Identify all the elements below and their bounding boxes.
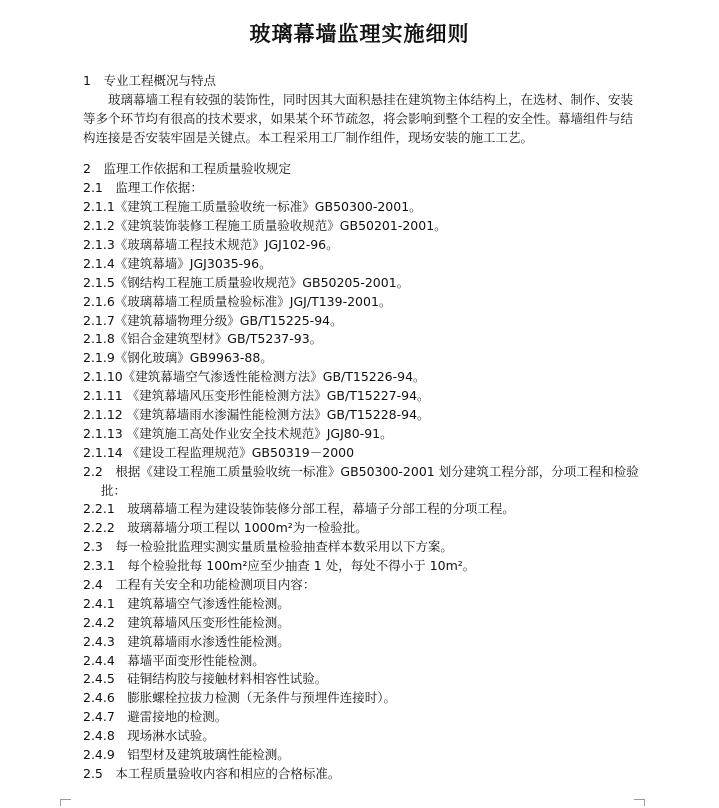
list-item: 2.1.1《建筑工程施工质量验收统一标准》GB50300-2001。: [83, 199, 422, 215]
list-item: 2.3.1 每个检验批每 100m²应至少抽查 1 处，每处不得小于 10m²。: [83, 558, 476, 574]
list-item: 2.4.9 铝型材及建筑玻璃性能检测。: [83, 747, 290, 763]
document-body: [83, 72, 643, 784]
list-item: 2.1.8《铝合金建筑型材》GB/T5237-93。: [83, 331, 323, 347]
list-item: 2.5 本工程质量验收内容和相应的合格标准。: [83, 765, 341, 781]
list-item: 2.4.8 现场淋水试验。: [83, 728, 215, 744]
list-item: 2.4.4 幕墙平面变形性能检测。: [83, 652, 265, 668]
list-item: 2.1.3《玻璃幕墙工程技术规范》JGJ102-96。: [83, 236, 339, 252]
list-item: 2.1.9《钢化玻璃》GB9963-88。: [83, 350, 273, 366]
list-item: 2.4.6 膨胀螺栓拉拔力检测（无条件与预埋件连接时）。: [83, 690, 397, 706]
list-item: 2.1.12 《建筑幕墙雨水渗漏性能检测方法》GB/T15228-94。: [83, 406, 430, 422]
document-title: 玻璃幕墙监理实施细则: [249, 21, 470, 46]
section-1-paragraph: 玻璃幕墙工程有较强的装饰性，同时因其大面积悬挂在建筑物主体结构上，在选材、制作、安装等多个环节均有很高的技术要求，如果某个环节疏忽，将会影响到整个工程的安全性。幕墙组件与结构连接是否安装牢固是关键点。本工程采用工厂制作组件，现场安装的施工工艺。: [83, 91, 634, 145]
list-item: 2.1.11 《建筑幕墙风压变形性能检测方法》GB/T15227-94。: [83, 388, 430, 404]
list-item: 2.1.10《建筑幕墙空气渗透性能检测方法》GB/T15226-94。: [83, 369, 426, 385]
list-item: 2.1.6《玻璃幕墙工程质量检验标准》JGJ/T139-2001。: [83, 293, 392, 309]
list-item: 2.1.4《建筑幕墙》JGJ3035-96。: [83, 255, 272, 271]
paragraph-spacer: [83, 148, 643, 161]
list-item: 2.1.7《建筑幕墙物理分级》GB/T15225-94。: [83, 312, 343, 328]
list-item: 2.3 每一检验批监理实测实量质量检验抽查样本数采用以下方案。: [83, 539, 453, 555]
list-item: 2.4.1 建筑幕墙空气渗透性能检测。: [83, 595, 290, 611]
list-item: 2.1.13 《建筑施工高处作业安全技术规范》JGJ80-91。: [83, 425, 393, 441]
list-item: 2.4.3 建筑幕墙雨水渗透性能检测。: [83, 633, 290, 649]
list-item: 2.4.5 硅铜结构胶与接触材料相容性试验。: [83, 671, 328, 687]
section-1-heading: 1 专业工程概况与特点: [83, 73, 216, 88]
list-item: 2.1.5《钢结构工程施工质量验收规范》GB50205-2001。: [83, 274, 410, 290]
list-item-2-2: 2.2 根据《建设工程施工质量验收统一标准》GB50300-2001 划分建筑工程分部，分项工程和检验批：: [83, 463, 639, 498]
list-item: 2.2.1 玻璃幕墙工程为建设装饰装修分部工程，幕墙子分部工程的分项工程。: [83, 501, 515, 517]
list-item: 2.4.2 建筑幕墙风压变形性能检测。: [83, 614, 290, 630]
page-corner-mark-left: [60, 799, 71, 806]
list-item: 2.1.14 《建设工程监理规范》GB50319－2000: [83, 444, 355, 460]
list-item: 2.4.7 避雷接地的检测。: [83, 709, 228, 725]
list-item: 2.1.2《建筑装饰装修工程施工质量验收规范》GB50201-2001。: [83, 218, 447, 234]
page-corner-mark-right: [634, 799, 645, 806]
list-item: 2.2.2 玻璃幕墙分项工程以 1000m²为一检验批。: [83, 520, 368, 536]
list-item: 2.4 工程有关安全和功能检测项目内容：: [83, 577, 316, 593]
list-item: 2.1 监理工作依据：: [83, 180, 203, 196]
section-2-heading: 2 监理工作依据和工程质量验收规定: [83, 161, 291, 177]
